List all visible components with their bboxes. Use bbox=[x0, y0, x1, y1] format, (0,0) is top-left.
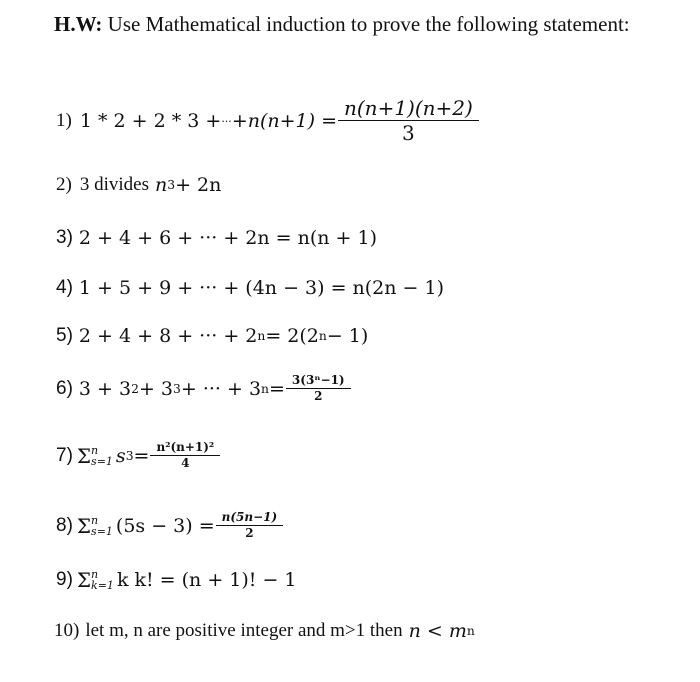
statement-number: 1) bbox=[56, 110, 72, 131]
statement-number: 4) bbox=[56, 277, 73, 298]
statement-expr: k k! = (n + 1)! − 1 bbox=[116, 569, 297, 591]
statement-7 bbox=[56, 441, 221, 470]
exponent: 3 bbox=[167, 178, 176, 192]
summation bbox=[77, 514, 116, 538]
statement-5 bbox=[56, 325, 368, 347]
summation bbox=[77, 568, 117, 592]
exponent: n bbox=[257, 329, 266, 343]
statement-number: 2) bbox=[56, 174, 72, 195]
sum-lower-limit: k=1 bbox=[91, 579, 114, 592]
statement-expr-part: + 3 bbox=[138, 377, 174, 400]
sigma-symbol: Σ bbox=[76, 513, 92, 538]
statement-expr-tail: = 2(2 bbox=[265, 325, 319, 347]
fraction bbox=[219, 511, 281, 540]
numerator: n(5n−1) bbox=[221, 510, 278, 524]
sigma-symbol: Σ bbox=[76, 568, 92, 592]
sum-limits bbox=[91, 445, 113, 467]
denominator: 4 bbox=[150, 455, 220, 470]
equals-sign: = bbox=[133, 444, 150, 467]
statement-expr-tail: + 2n bbox=[175, 174, 222, 196]
exponent: n bbox=[261, 381, 269, 396]
statement-2 bbox=[56, 174, 221, 196]
numerator: n²(n+1)² bbox=[156, 440, 215, 454]
exponent: n bbox=[318, 329, 327, 343]
statement-lhs-end: +n(n+1) = bbox=[231, 110, 337, 132]
numerator: 3(3ⁿ−1) bbox=[291, 373, 345, 387]
sum-upper-limit: n bbox=[91, 568, 99, 581]
statement-lhs: 1 * 2 + 2 * 3 + bbox=[79, 110, 222, 132]
statement-expr-part: + ··· + 3 bbox=[180, 377, 262, 400]
exponent: 2 bbox=[131, 381, 139, 396]
statement-number: 7) bbox=[56, 444, 73, 466]
statement-number: 3) bbox=[56, 227, 73, 248]
summation bbox=[77, 444, 116, 468]
statement-number: 8) bbox=[56, 514, 73, 536]
homework-heading bbox=[54, 12, 630, 37]
denominator: 2 bbox=[286, 388, 351, 403]
statement-3 bbox=[56, 227, 377, 249]
ellipsis: ··· bbox=[221, 114, 232, 128]
exponent: 3 bbox=[125, 448, 134, 463]
hw-label: H.W: bbox=[54, 12, 103, 36]
statement-expr-part: = bbox=[269, 377, 285, 400]
statement-expr: n < m bbox=[408, 620, 467, 642]
statement-number: 5) bbox=[56, 325, 73, 346]
numerator: n(n+1)(n+2) bbox=[344, 96, 473, 120]
fraction bbox=[289, 374, 348, 403]
denominator: 3 bbox=[338, 120, 479, 145]
statement-number: 9) bbox=[56, 569, 73, 590]
sum-limits bbox=[91, 569, 114, 591]
statement-expr-tail: − 1) bbox=[326, 325, 369, 347]
exponent: 3 bbox=[173, 381, 181, 396]
sum-upper-limit: n bbox=[91, 513, 99, 527]
sum-limits bbox=[91, 515, 113, 537]
sum-lower-limit: s=1 bbox=[91, 524, 113, 538]
sum-upper-limit: n bbox=[91, 443, 99, 457]
statement-expr: n bbox=[154, 174, 168, 196]
fraction bbox=[153, 441, 217, 470]
statement-9 bbox=[56, 568, 297, 592]
statement-number: 6) bbox=[56, 377, 73, 399]
statement-text: let m, n are positive integer and m>1 then bbox=[85, 620, 403, 641]
statement-number: 10) bbox=[54, 620, 80, 641]
statement-expr: 2 + 4 + 6 + ··· + 2n = n(n + 1) bbox=[78, 227, 377, 249]
hw-instruction: Use Mathematical induction to prove the following statement: bbox=[102, 12, 630, 36]
sigma-symbol: Σ bbox=[76, 443, 92, 468]
statement-10 bbox=[54, 620, 475, 642]
statement-6 bbox=[56, 374, 352, 403]
denominator: 2 bbox=[216, 525, 284, 540]
exponent: n bbox=[466, 624, 475, 638]
statement-text: 3 divides bbox=[79, 174, 149, 195]
statement-expr: 1 + 5 + 9 + ··· + (4n − 3) = n(2n − 1) bbox=[78, 277, 444, 299]
statement-expr: (5s − 3) = bbox=[115, 514, 215, 537]
statement-8 bbox=[56, 511, 284, 540]
statement-expr: 2 + 4 + 8 + ··· + 2 bbox=[78, 325, 258, 347]
statement-4 bbox=[56, 277, 444, 299]
statement-1 bbox=[56, 97, 480, 145]
sum-lower-limit: s=1 bbox=[91, 454, 113, 468]
fraction bbox=[341, 97, 476, 145]
statement-expr: 3 + 3 bbox=[78, 377, 132, 400]
statement-expr: s bbox=[115, 444, 126, 467]
